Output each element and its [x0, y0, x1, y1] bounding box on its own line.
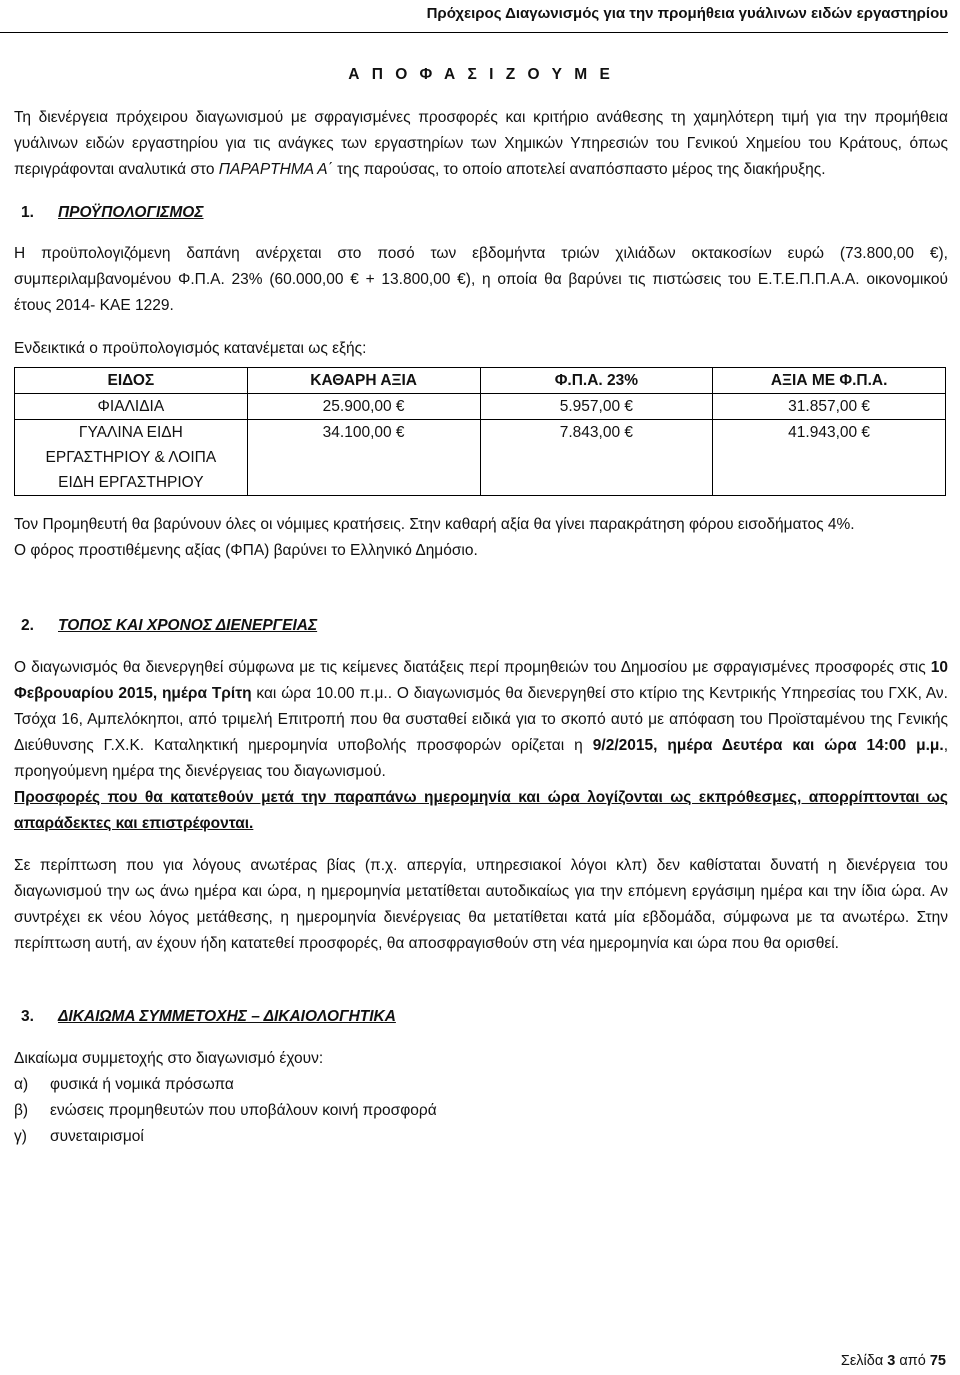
section-1-heading [14, 200, 948, 226]
procedure-paragraph [14, 655, 948, 785]
cell-total: 31.857,00 € [713, 394, 946, 420]
page-separator: από [895, 1353, 930, 1369]
section-2-title: ΤΟΠΟΣ ΚΑΙ ΧΡΟΝΟΣ ΔΙΕΝΕΡΓΕΙΑΣ [58, 617, 318, 634]
header-item: ΕΙΔΟΣ [15, 368, 248, 394]
page-content [14, 62, 948, 1150]
running-header-title: Πρόχειρος Διαγωνισμός για την προμήθεια γυάλινων ειδών εργαστηρίου [426, 5, 948, 22]
eligibility-list [14, 1072, 948, 1150]
budget-table [14, 367, 946, 496]
decision-heading: Α Π Ο Φ Α Σ Ι Ζ Ο Υ Μ Ε [348, 66, 614, 83]
cell-total: 41.943,00 € [713, 420, 946, 496]
section-3-heading [14, 1004, 948, 1030]
page-prefix: Σελίδα [840, 1353, 888, 1369]
decision-paragraph [14, 105, 948, 183]
table-row [15, 394, 946, 420]
section-1-title: ΠΡΟΫΠΟΛΟΓΙΣΜΟΣ [58, 204, 204, 221]
procedure-text-3: , προηγούμενη ημέρα της διενέργειας του διαγωνισμού. [14, 737, 948, 780]
page-number: 3 [887, 1353, 896, 1369]
list-item [14, 1098, 948, 1124]
table-header-row [15, 368, 946, 394]
list-item-text: συνεταιρισμοί [50, 1128, 144, 1145]
submission-deadline: 9/2/2015, ημέρα Δευτέρα και ώρα 14:00 μ.μ. [592, 737, 944, 754]
list-item [14, 1072, 948, 1098]
procedure-text-1: Ο διαγωνισμός θα διενεργηθεί σύμφωνα με τις κείμενες διατάξεις περί προμηθειών του Δημοσίου με σφραγισμένες προσφορές στις [14, 659, 931, 676]
cell-net: 34.100,00 € [247, 420, 480, 496]
cell-vat: 5.957,00 € [480, 394, 713, 420]
list-item [14, 1124, 948, 1150]
section-3-number: 3. [21, 1008, 34, 1025]
procedure-date: 10 Φεβρουαρίου 2015, ημέρα Τρίτη [14, 659, 948, 702]
cell-item: ΦΙΑΛΙΔΙΑ [15, 394, 248, 420]
cell-item: ΓΥΑΛΙΝΑ ΕΙΔΗ ΕΡΓΑΣΤΗΡΙΟΥ & ΛΟΙΠΑ ΕΙΔΗ ΕΡΓΑΣΤΗΡΙΟΥ [15, 420, 248, 496]
table-intro: Ενδεικτικά ο προϋπολογισμός κατανέμεται ως εξής: [14, 340, 367, 357]
list-item-text: φυσικά ή νομικά πρόσωπα [50, 1076, 234, 1093]
list-item-text: ενώσεις προμηθευτών που υποβάλουν κοινή προσφορά [50, 1102, 437, 1119]
table-row [15, 420, 946, 496]
page-footer [841, 1353, 946, 1369]
withholding-paragraph: Τον Προμηθευτή θα βαρύνουν όλες οι νόμιμες κρατήσεις. Στην καθαρή αξία θα γίνει παρακράτηση φόρου εισοδήματος 4%. [14, 516, 855, 533]
header-vat: Φ.Π.Α. 23% [480, 368, 713, 394]
header-total: ΑΞΙΑ ΜΕ Φ.Π.Α. [713, 368, 946, 394]
section-3-title: ΔΙΚΑΙΩΜΑ ΣΥΜΜΕΤΟΧΗΣ – ΔΙΚΑΙΟΛΟΓΗΤΙΚΑ [58, 1008, 396, 1025]
page-total: 75 [929, 1353, 946, 1369]
decision-text-before: Τη διενέργεια πρόχειρου διαγωνισμού με σφραγισμένες προσφορές και κριτήριο ανάθεσης τη χαμηλότερη τιμή για την προμήθεια γυάλινων ειδών εργαστηρίου για τις ανάγκες των εργαστηρίων των Χημικών Υπηρεσιών του Γενικού Χημείου του Κράτους, όπως περιγράφονται αναλυτικά στο [14, 109, 948, 178]
header-net: ΚΑΘΑΡΗ ΑΞΙΑ [247, 368, 480, 394]
force-majeure-paragraph: Σε περίπτωση που για λόγους ανωτέρας βίας (π.χ. απεργία, υπηρεσιακοί λόγοι κλπ) δεν καθίσταται δυνατή η διενέργεια του διαγωνισμού την ως άνω ημέρα και ώρα, η ημερομηνία μετατίθεται αυτοδικαίως για την επόμενη εργάσιμη ημέρα και την ίδια ώρα. Αν συντρέχει εκ νέου λόγος μετάθεσης, η ημερομηνία διενέργειας θα μετατίθεται κατά μία εβδομάδα, σύμφωνα με τα ανωτέρω. Στην περίπτωση αυτή, αν έχουν ήδη κατατεθεί προσφορές, θα αποσφραγισθούν στη νέα ημερομηνία και ώρα που θα ορισθεί. [14, 857, 948, 952]
cell-vat: 7.843,00 € [480, 420, 713, 496]
cell-net: 25.900,00 € [247, 394, 480, 420]
running-header [0, 0, 948, 33]
eligibility-intro: Δικαίωμα συμμετοχής στο διαγωνισμό έχουν: [14, 1050, 324, 1067]
section-1-number: 1. [21, 204, 34, 221]
vat-paragraph: Ο φόρος προστιθέμενης αξίας (ΦΠΑ) βαρύνει το Ελληνικό Δημόσιο. [14, 542, 478, 559]
list-item-label: γ) [14, 1128, 27, 1145]
list-item-label: β) [14, 1102, 29, 1119]
list-item-label: α) [14, 1076, 29, 1093]
decision-text-after: της παρούσας, το οποίο αποτελεί αναπόσπαστο μέρος της διακήρυξης. [332, 161, 826, 178]
late-offers-notice: Προσφορές που θα κατατεθούν μετά την παραπάνω ημερομηνία και ώρα λογίζονται ως εκπρόθεσμες, απορρίπτονται ως απαράδεκτες και επιστρέφονται. [14, 789, 948, 832]
budget-paragraph: Η προϋπολογιζόμενη δαπάνη ανέρχεται στο ποσό των εβδομήντα τριών χιλιάδων οκτακοσίων ευρώ (73.800,00 €), συμπεριλαμβανομένου Φ.Π.Α. 23% (60.000,00 € + 13.800,00 €), η οποία θα βαρύνει τις πιστώσεις του Ε.Τ.Ε.Π.Π.Α.Α. οικονομικού έτους 2014- ΚΑΕ 1229. [14, 245, 948, 314]
procedure-text-2: και ώρα 10.00 π.μ.. Ο διαγωνισμός θα διενεργηθεί στο κτίριο της Κεντρικής Υπηρεσίας του ΓΧΚ, Αν. Τσόχα 16, Αμπελόκηποι, από τριμελή Επιτροπή που θα συσταθεί ειδικά για το σκοπό αυτό με απόφαση του Προϊσταμένου της Γενικής Διεύθυνσης Γ.Χ.Κ. Καταληκτική ημερομηνία υποβολής προσφορών ορίζεται η [14, 685, 948, 754]
annex-reference: ΠΑΡΑΡΤΗΜΑ Α΄ [218, 161, 333, 178]
section-2-heading [14, 613, 948, 639]
section-2-number: 2. [21, 617, 34, 634]
